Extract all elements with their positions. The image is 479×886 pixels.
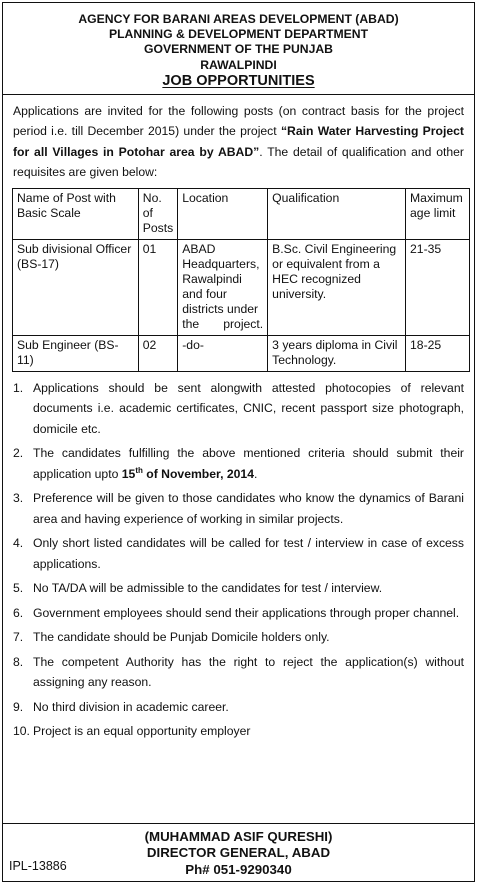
header-qualification: Qualification	[268, 188, 406, 239]
list-item: 4. Only short listed candidates will be called for test / interview in case of excess applications.	[13, 536, 464, 571]
posts-table	[12, 188, 470, 372]
cell-age: 18-25	[406, 335, 470, 371]
advertisement-frame	[2, 2, 475, 882]
cell-age: 21-35	[406, 239, 470, 335]
page-title: JOB OPPORTUNITIES	[162, 72, 315, 89]
header	[3, 3, 474, 90]
header-count: No. of Posts	[138, 188, 177, 239]
cell-count: 02	[138, 335, 177, 371]
list-item: 1. Applications should be sent alongwith attested photocopies of relevant documents i.e. academic certificates, CNIC, recent passport size photograph, domicile etc.	[13, 380, 464, 436]
list-item: 5. No TA/DA will be admissible to the candidates for test / interview.	[13, 581, 383, 596]
cell-post: Sub divisional Officer (BS-17)	[13, 239, 139, 335]
contact-phone: Ph# 051-9290340	[185, 861, 292, 877]
deadline-date: 15th of November, 2014	[121, 465, 254, 481]
cell-qualification: B.Sc. Civil Engineering or equivalent from a HEC recognized university.	[268, 239, 406, 335]
signatory-name: (MUHAMMAD ASIF QURESHI)	[144, 829, 333, 844]
cell-post: Sub Engineer (BS-11)	[13, 335, 139, 371]
table-row	[13, 239, 470, 335]
header-location: Location	[178, 188, 268, 239]
list-item: 6. Government employees should send their applications through proper channel.	[13, 605, 460, 620]
cell-location: -do-	[178, 335, 268, 371]
cell-count: 01	[138, 239, 177, 335]
cell-qualification: 3 years diploma in Civil Technology.	[268, 335, 406, 371]
project-name: “Rain Water Harvesting Project for all Villages in Potohar area by ABAD”	[13, 124, 464, 159]
list-item: 10. Project is an equal opportunity employer	[13, 724, 251, 739]
government-name: GOVERNMENT OF THE PUNJAB	[144, 42, 333, 57]
list-item: 9. No third division in academic career.	[13, 699, 229, 714]
table-header-row	[13, 188, 470, 239]
list-item: 2. The candidates fulfilling the above mentioned criteria should submit their application upto 15th of November, 2014.	[13, 446, 464, 481]
city-name: RAWALPINDI	[200, 57, 277, 72]
conditions-list	[3, 372, 474, 742]
signatory-designation: DIRECTOR GENERAL, ABAD	[146, 845, 331, 861]
reference-number: IPL-13886	[9, 859, 67, 873]
list-item: 8. The competent Authority has the right to reject the application(s) without assigning any reason.	[13, 654, 464, 690]
signature-block	[3, 823, 474, 878]
header-post: Name of Post with Basic Scale	[13, 188, 139, 239]
list-item: 7. The candidate should be Punjab Domicile holders only.	[13, 630, 330, 645]
agency-name: AGENCY FOR BARANI AREAS DEVELOPMENT (ABAD)	[78, 12, 399, 26]
header-age: Maximum age limit	[406, 188, 470, 239]
cell-location: ABAD Headquarters, Rawalpindi and four districts under the project.	[178, 239, 268, 335]
table-row	[13, 335, 470, 371]
list-item: 3. Preference will be given to those candidates who know the dynamics of Barani area and having experience of working in similar projects.	[13, 491, 464, 526]
department-name: PLANNING & DEVELOPMENT DEPARTMENT	[108, 27, 369, 42]
intro-paragraph: Applications are invited for the following posts (on contract basis for the project period i.e. till December 2015) under the project “Rain Water Harvesting Project for all Villages in Potohar area by ABAD”. The detail of qualification and other requisites are given below:	[13, 103, 464, 180]
